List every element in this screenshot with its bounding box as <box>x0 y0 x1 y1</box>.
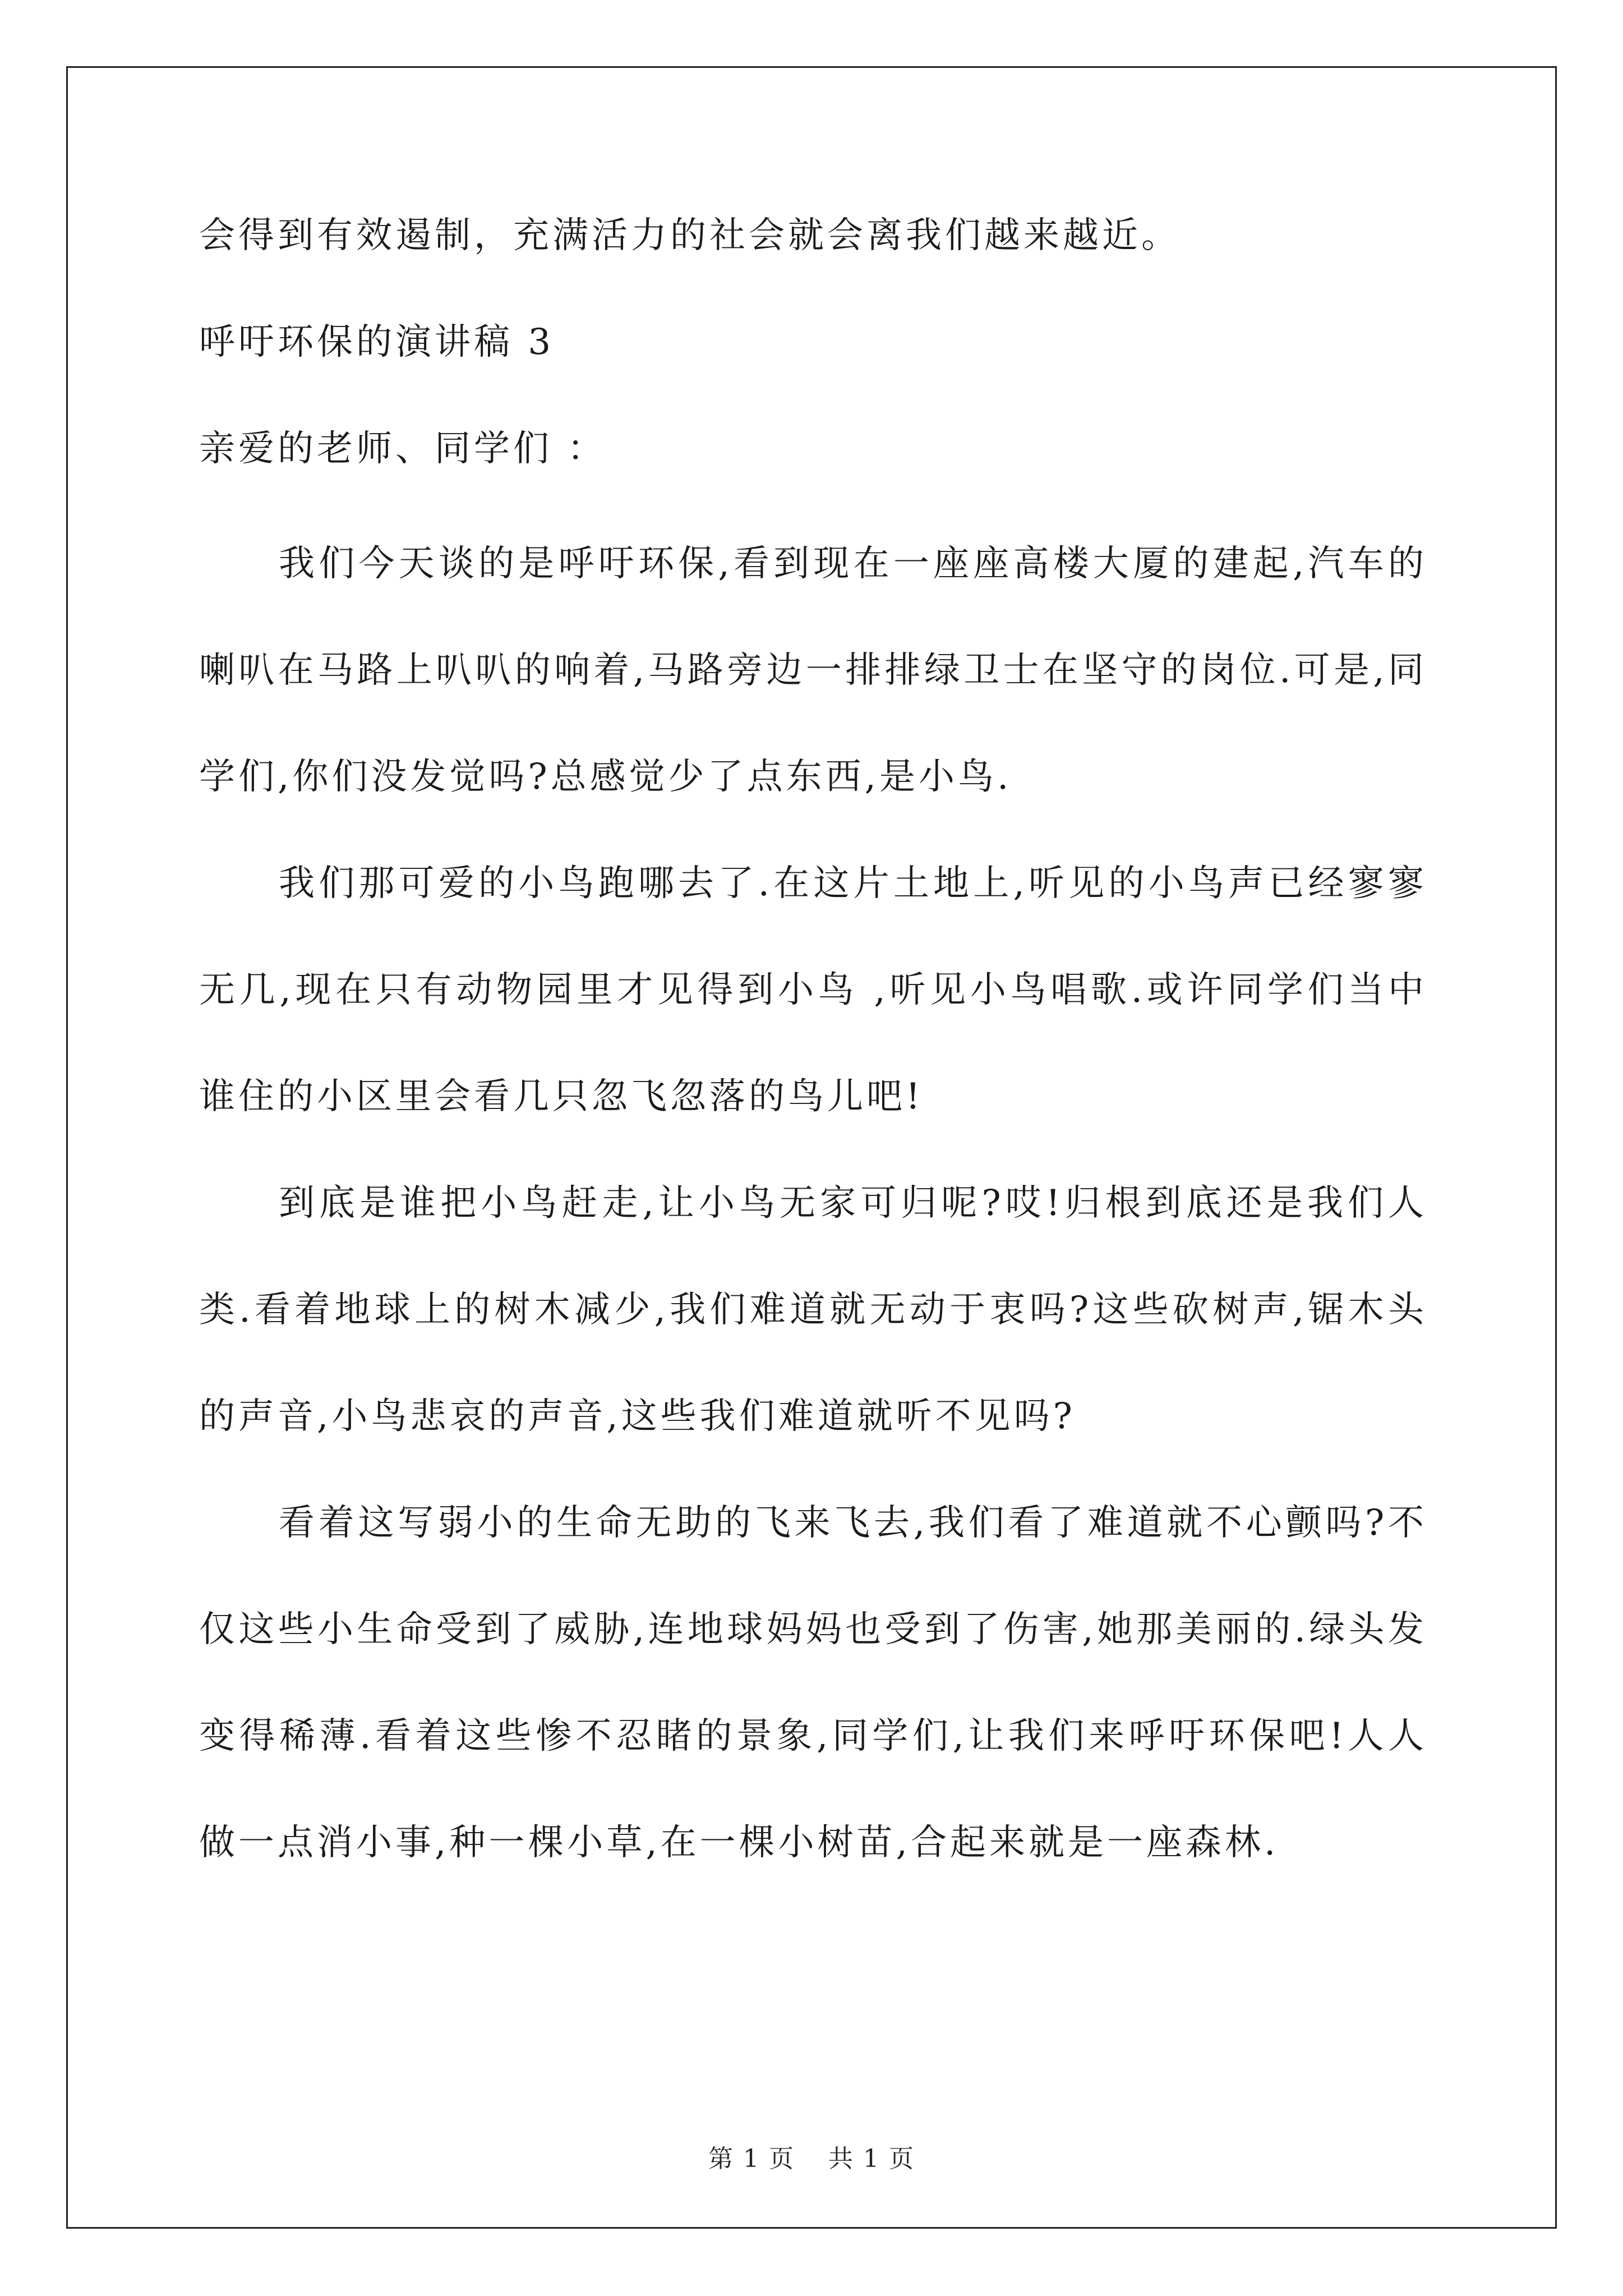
continuation-line: 会得到有效遏制，充满活力的社会就会离我们越来越近。 <box>199 215 1181 256</box>
page-footer <box>0 2138 1623 2174</box>
salutation: 亲爱的老师、同学们 ： <box>199 428 607 470</box>
paragraph: 我们今天谈的是呼吁环保,看到现在一座座高楼大厦的建起,汽车的喇叭在马路上叭叭的响着,马路旁边一排排绿卫士在坚守的岗位.可是,同学们,你们没发觉吗?总感觉少了点东西,是小鸟. <box>199 543 1427 798</box>
page-number: 第 1 页 <box>708 2145 795 2173</box>
paragraph: 我们那可爱的小鸟跑哪去了.在这片土地上,听见的小鸟声已经寥寥无几,现在只有动物园里才见得到小鸟 ,听见小鸟唱歌.或许同学们当中谁住的小区里会看几只忽飞忽落的鸟儿吧! <box>199 863 1427 1117</box>
page-total: 共 1 页 <box>828 2145 915 2173</box>
paragraph: 到底是谁把小鸟赶走,让小鸟无家可归呢?哎!归根到底还是我们人类.看着地球上的树木减少,我们难道就无动于衷吗?这些砍树声,锯木头的声音,小鸟悲哀的声音,这些我们难道就听不见吗? <box>199 1182 1427 1437</box>
paragraph: 看着这写弱小的生命无助的飞来飞去,我们看了难道就不心颤吗?不仅这些小生命受到了威胁,连地球妈妈也受到了伤害,她那美丽的.绿头发变得稀薄.看着这些惨不忍睹的景象,同学们,让我们来呼吁环保吧!人人做一点消小事,种一棵小草,在一棵小树苗,合起来就是一座森林. <box>199 1502 1427 1864</box>
section-title: 呼吁环保的演讲稿 3 <box>199 321 555 363</box>
document-body <box>199 213 1427 1896</box>
